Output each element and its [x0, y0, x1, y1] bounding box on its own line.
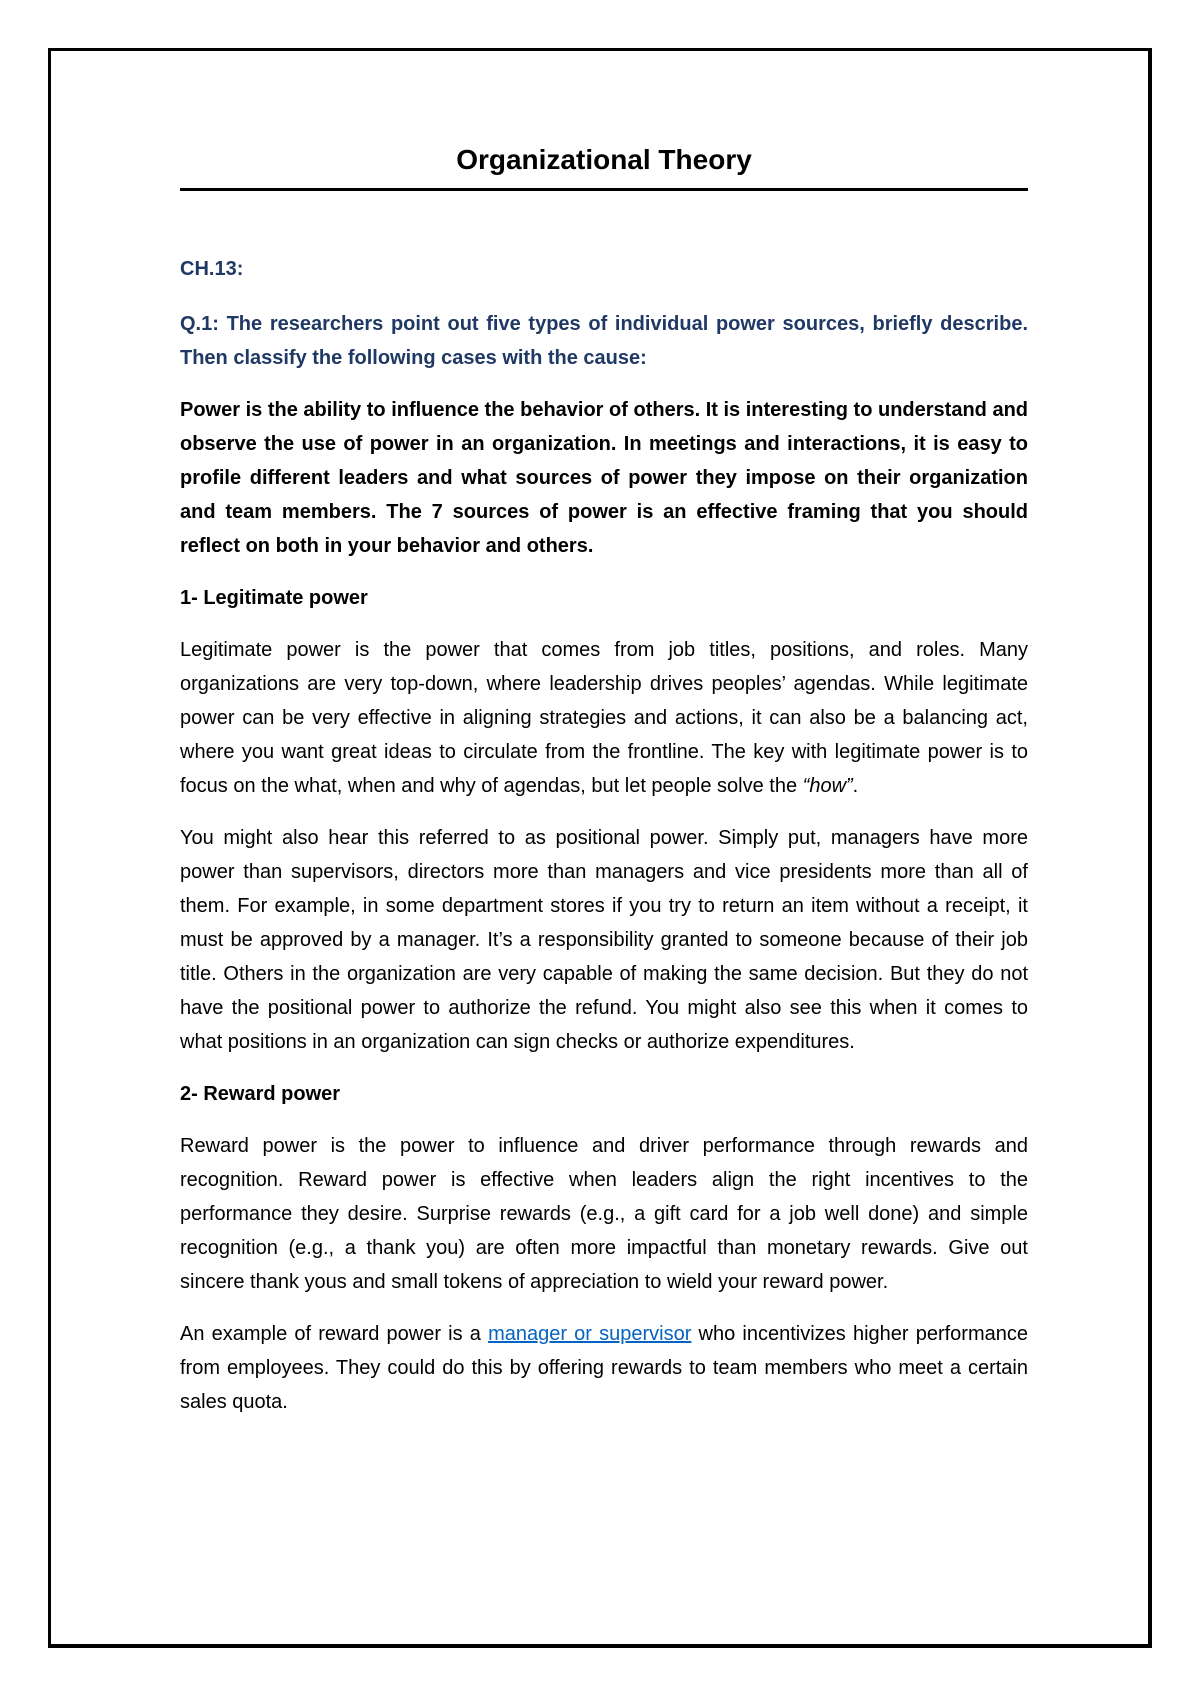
document-body [180, 140, 1028, 1419]
chapter-label: CH.13: [180, 258, 244, 280]
intro-paragraph: Power is the ability to influence the behavior of others. It is interesting to understand and observe the use of power in an organization. In meetings and interactions, it is easy to profile different leaders and what sources of power they impose on their organization and team members. The 7 sources of power is an effective framing that you should reflect on both in your behavior and others. [180, 399, 1028, 557]
reward-power-paragraph-2-before: An example of reward power is a [180, 1323, 489, 1345]
reward-power-paragraph-1: Reward power is the power to influence and driver performance through rewards and recognition. Reward power is effective when leaders align the right incentives to the performance they desire. Surprise rewards (e.g., a gift card for a job well done) and simple recognition (e.g., a thank you) are often more impactful than monetary rewards. Give out sincere thank yous and small tokens of appreciation to wield your reward power. [180, 1135, 1028, 1293]
how-emphasis: “how” [802, 775, 853, 797]
legitimate-power-paragraph-1-text: Legitimate power is the power that comes from job titles, positions, and roles. Many organizations are very top-down, where leadership drives peoples’ agendas. While legitimate power can be very effective in aligning strategies and actions, it can also be a balancing act, where you want great ideas to circulate from the frontline. The key with legitimate power is to focus on the what, when and why of agendas, but let people solve the [180, 639, 1028, 797]
reward-power-paragraph-2-after: who incentivizes higher performance from employees. They could do this by offering rewards to team members who meet a certain sales quota. [180, 1323, 1028, 1413]
question-text: Q.1: The researchers point out five types of individual power sources, briefly describe. Then classify the following cases with the cause: [180, 313, 1028, 369]
section-heading-legitimate-power: 1- Legitimate power [180, 587, 368, 609]
legitimate-power-paragraph-1-end: . [852, 775, 859, 797]
legitimate-power-paragraph-1 [180, 633, 1028, 803]
title-block [180, 140, 1028, 191]
manager-or-supervisor-link[interactable]: manager or supervisor [488, 1323, 692, 1345]
document-title: Organizational Theory [456, 144, 752, 175]
reward-power-paragraph-2 [180, 1317, 1028, 1419]
section-heading-reward-power: 2- Reward power [180, 1083, 341, 1105]
legitimate-power-paragraph-2: You might also hear this referred to as positional power. Simply put, managers have more power than supervisors, directors more than managers and vice presidents more than all of them. For example, in some department stores if you try to return an item without a receipt, it must be approved by a manager. It’s a responsibility granted to someone because of their job title. Others in the organization are very capable of making the same decision. But they do not have the positional power to authorize the refund. You might also see this when it comes to what positions in an organization can sign checks or authorize expenditures. [180, 827, 1028, 1053]
